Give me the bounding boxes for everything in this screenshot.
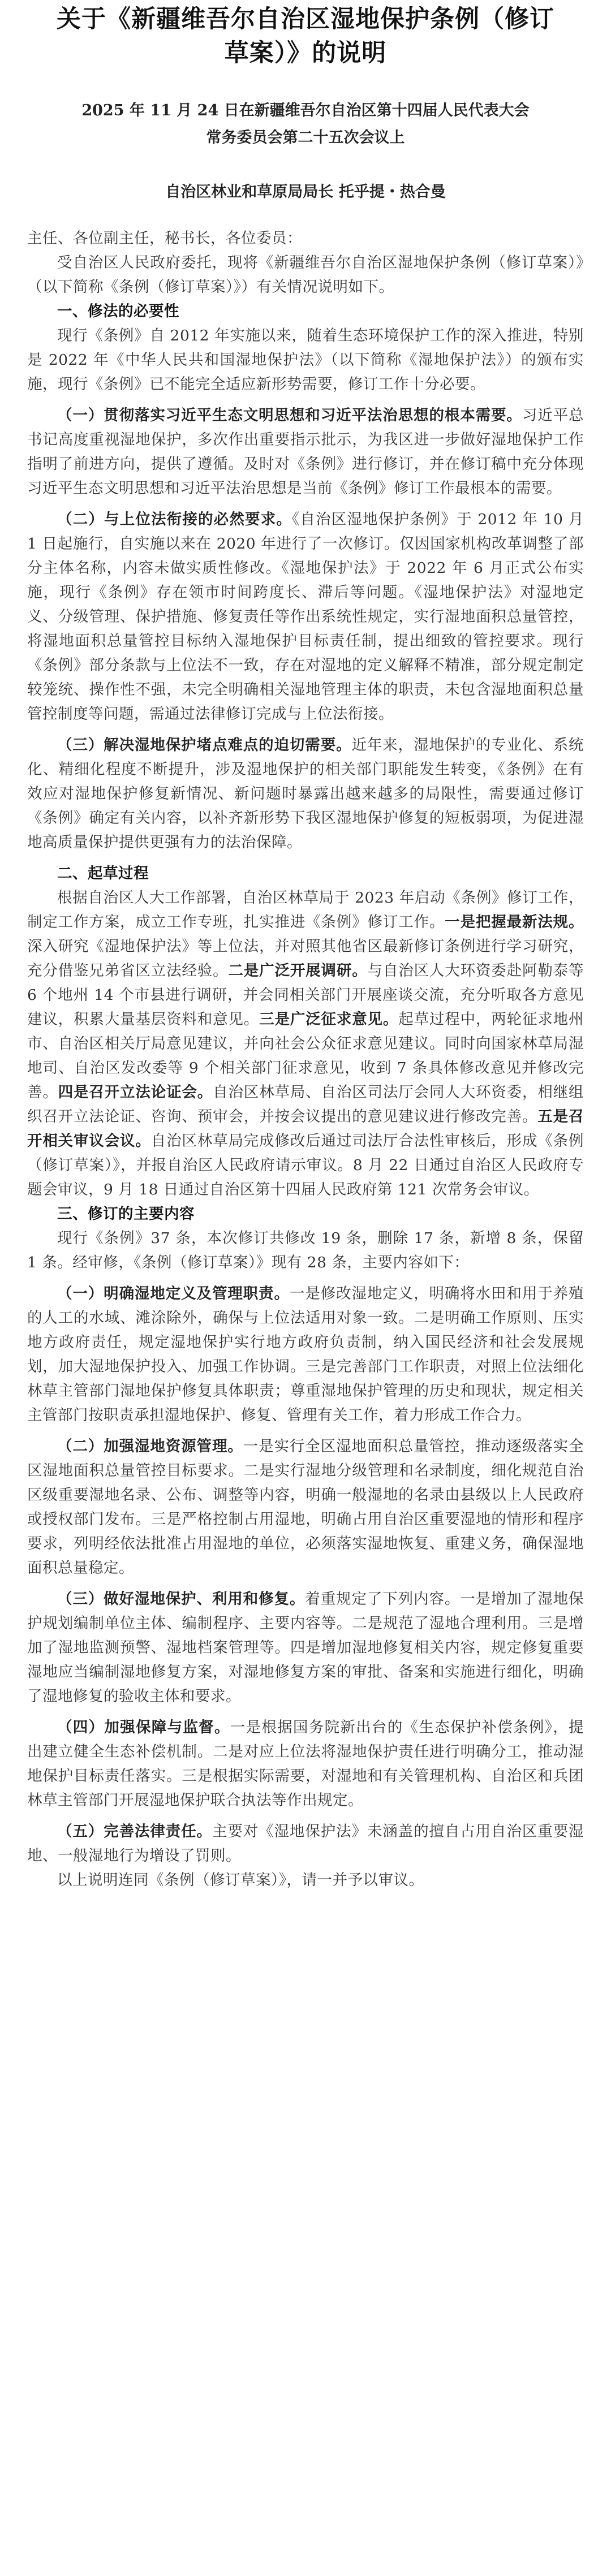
- title-line-2: 草案）》的说明: [224, 39, 387, 67]
- section-3-item-4: [27, 1715, 584, 1813]
- section-2-paragraph: [27, 886, 584, 1202]
- item-text: 着重规定了下列内容。一是增加了湿地保护规划编制单位主体、编制程序、主要内容等。二是规范了湿地合理利用。三是增加了湿地监测预警、湿地档案管理等。四是增加湿地修复相关内容，规定修复重要湿地应当编制湿地修复方案，对湿地修复方案的审批、备案和实施进行细化，明确了湿地修复的验收主体和要求。: [27, 1590, 584, 1705]
- bold-run: 四是召开立法论证会。: [58, 1084, 213, 1101]
- section-2-heading: 二、起草过程: [57, 865, 149, 882]
- section-1-item-3: [27, 733, 584, 855]
- meeting-line-2: 常务委员会第二十五次会议上: [206, 129, 405, 146]
- item-label: （一）明确湿地定义及管理职责。: [57, 1285, 290, 1302]
- item-text: 习近平总书记高度重视湿地保护，多次作出重要指示批示，为我区进一步做好湿地保护工作指明了前进方向，提供了遵循。及时对《条例》进行修订，并在修订稿中充分体现习近平生态文明思想和习近平法治思想是当前《条例》修订工作最根本的需要。: [27, 407, 584, 497]
- section-1-item-2: [27, 507, 584, 726]
- bold-run: 一是把握最新法规。: [445, 913, 584, 931]
- section-3-item-2: [27, 1434, 584, 1580]
- section-1-heading: 一、修法的必要性: [57, 303, 179, 320]
- section-3-item-3: [27, 1587, 584, 1708]
- text-run: 根据自治区人大工作部署，自治区林草局于 2023 年启动《条例》修订工作，制定工作方案，成立工作专班，扎实推进《条例》修订工作。: [27, 889, 584, 931]
- meeting-line-1: 2025 年 11 月 24 日在新疆维吾尔自治区第十四届人民代表大会: [81, 102, 530, 119]
- text-run: 深入研究《湿地保护法》等上位法，并对照其他省区最新修订条例进行学习研究，充分借鉴兄弟省区立法经验。: [27, 938, 584, 980]
- item-label: （三）解决湿地保护堵点难点的迫切需要。: [57, 736, 352, 754]
- item-label: （二）与上位法衔接的必然要求。: [57, 511, 292, 528]
- item-label: （五）完善法律责任。: [57, 1823, 212, 1840]
- item-label: （四）加强保障与监督。: [57, 1719, 230, 1736]
- closing-paragraph: 以上说明连同《条例（修订草案）》，请一并予以审议。: [57, 1871, 424, 1889]
- item-text: 一是实行全区湿地面积总量管控，推动逐级落实全区湿地面积总量管控目标要求。二是实行湿地分级管理和名录制度，细化规范自治区级重要湿地名录、公布、调整等内容，明确一般湿地的名录由县级以上人民政府或授权部门发布。三是严格控制占用湿地，明确占用自治区重要湿地的情形和程序要求，列明经依法批准占用湿地的单位，必须落实湿地恢复、重建义务，确保湿地面积总量稳定。: [27, 1438, 584, 1577]
- section-1-item-1: [27, 403, 584, 500]
- item-text: 《自治区湿地保护条例》于 2012 年 10 月 1 日起施行，自实施以来在 2020 年进行了一次修订。仅因国家机构改革调整了部分主体名称，内容未做实质性修改。《湿地保护法》于 2022 年 6 月正式公布实施，现行《条例》存在领市时间跨度长、滞后等问题。《湿地保护法》对湿地定义、分级管理、保护措施、修复责任等作出系统性规定，实行湿地面积总量管控，将湿地面积总量管控目标纳入湿地保护目标责任制，提出细致的管控要求。现行《条例》部分条款与上位法不一致，存在对湿地的定义解释不精准，部分规定制定较笼统、操作性不强，未完全明确相关湿地管理主体的职责，未包含湿地面积总量管控制度等问题，需通过法律修订完成与上位法衔接。: [27, 511, 584, 723]
- text-run: 自治区林草局、自治区司法厅会同人大环资委，相继组织召开立法论证、咨询、预审会，并按会议提出的意见建议进行修改完善。: [27, 1084, 584, 1125]
- section-3-item-5: [27, 1819, 584, 1868]
- section-3-item-1: [27, 1281, 584, 1427]
- intro-paragraph: 受自治区人民政府委托，现将《新疆维吾尔自治区湿地保护条例（修订草案）》（以下简称《条例（修订草案）》）有关情况说明如下。: [27, 254, 584, 296]
- item-text: 近年来，湿地保护的专业化、系统化、精细化程度不断提升，涉及湿地保护的相关部门职能发生转变，《条例》在有效应对湿地保护修复新情况、新问题时暴露出越来越多的局限性，需要通过修订《条例》确定有关内容，以补齐新形势下我区湿地保护修复的短板弱项，为促进湿地高质量保护提供更强有力的法治保障。: [27, 736, 584, 851]
- speaker-line: 自治区林业和草原局局长 托乎提・热合曼: [165, 183, 446, 201]
- item-text: 一是根据国务院新出台的《生态保护补偿条例》，提出建立健全生态补偿机制。二是对应上位法将湿地保护责任进行明确分工，推动湿地保护目标责任落实。三是根据实际需要，对湿地和有关管理机构、自治区和兵团林草主管部门开展湿地保护联合执法等作出规定。: [27, 1719, 584, 1809]
- item-label: （三）做好湿地保护、利用和修复。: [57, 1590, 306, 1608]
- section-1-paragraph: 现行《条例》自 2012 年实施以来，随着生态环境保护工作的深入推进，特别是 2022 年《中华人民共和国湿地保护法》（以下简称《湿地保护法》）的颁布实施，现行《条例》已不能完全适应新形势需要，修订工作十分必要。: [27, 327, 584, 393]
- bold-run: 五是召开相关审议会议。: [27, 1108, 584, 1150]
- bold-run: 三是广泛征求意见。: [259, 1011, 399, 1028]
- bold-run: 二是广泛开展调研。: [228, 962, 368, 980]
- item-text: 主要对《湿地保护法》未涵盖的擅自占用自治区重要湿地、一般湿地行为增设了罚则。: [27, 1823, 584, 1865]
- section-3-paragraph: 现行《条例》37 条，本次修订共修改 19 条，删除 17 条，新增 8 条，保留 1 条。经审修，《条例（修订草案）》现有 28 条，主要内容如下：: [27, 1229, 584, 1271]
- item-label: （一）贯彻落实习近平生态文明思想和习近平法治思想的根本需要。: [57, 407, 522, 424]
- item-text: 一是修改湿地定义，明确将水田和用于养殖的人工的水域、滩涂除外，确保与上位法适用对象一致。二是明确工作原则、压实地方政府责任，规定湿地保护实行地方政府负责制，纳入国民经济和社会发展规划，加大湿地保护投入、加强工作协调。三是完善部门工作职责，对照上位法细化林草主管部门湿地保护修复具体职责；尊重湿地保护管理的历史和现状，规定相关主管部门按职责承担湿地保护、修复、管理有关工作，着力形成工作合力。: [27, 1285, 584, 1424]
- section-3-heading: 三、修订的主要内容: [57, 1205, 195, 1223]
- title-line-1: 关于《新疆维吾尔自治区湿地保护条例（修订: [57, 5, 554, 33]
- text-run: 起草过程中，两轮征求地州市、自治区相关厅局意见建议，并向社会公众征求意见建议。同时向国家林草局湿地司、自治区发改委等 9 个相关部门征求意见，收到 7 条具体修改意见并修改完善。: [27, 1011, 584, 1101]
- meeting-info: [27, 97, 584, 152]
- text-run: 自治区林草局完成修改后通过司法厅合法性审核后，形成《条例（修订草案）》，并报自治区人民政府请示审议。8 月 22 日通过自治区人民政府专题会审议，9 月 18 日通过自治区第十四届人民政府第 121 次常务会审议。: [27, 1132, 584, 1198]
- document-title: [27, 0, 584, 70]
- greeting: 主任、各位副主任，秘书长，各位委员：: [27, 230, 302, 247]
- text-run: 与自治区人大环资委赴阿勒泰等 6 个地州 14 个市县进行调研，并会同相关部门开展座谈交流，充分听取各方意见建议，积累大量基层资料和意见。: [27, 962, 584, 1028]
- item-label: （二）加强湿地资源管理。: [57, 1438, 243, 1455]
